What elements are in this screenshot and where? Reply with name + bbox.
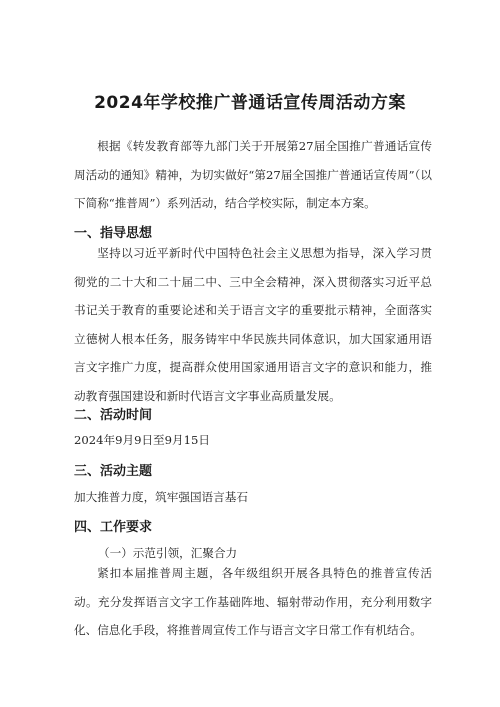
subsection-heading-demonstration: （一）示范引领，汇聚合力 — [98, 546, 238, 560]
section-heading-work-requirements: 四、工作要求 — [74, 520, 153, 535]
document-title: 2024年学校推广普通话宣传周活动方案 — [94, 93, 406, 113]
guiding-ideology-paragraph: 坚持以习近平新时代中国特色社会主义思想为指导，深入学习贯彻党的二十大和二十届二中、三中全会精神，深入贯彻落实习近平总书记关于教育的重要论述和关于语言文字的重要批示精神，全面落实立德树人根本任务，服务铸牢中华民族共同体意识，加大国家通用语言文字推广力度，提高群众使用国家通用语言文字的意识和能力，推动教育强国建设和新时代语言文字事业高质量发展。 — [74, 246, 432, 403]
activity-theme-text: 加大推普力度，筑牢强国语言基石 — [74, 490, 248, 504]
section-heading-guiding-ideology: 一、指导思想 — [74, 226, 153, 241]
activity-time-text: 2024年9月9日至9月15日 — [74, 433, 210, 447]
work-requirements-paragraph: 紧扣本届推普周主题，各年级组织开展各具特色的推普宣传活动。充分发挥语言文字工作基础阵地、辐射带动作用，充分利用数字化、信息化手段，将推普周宣传工作与语言文字日常工作有机结合。 — [74, 566, 432, 637]
intro-paragraph: 根据《转发教育部等九部门关于开展第27届全国推广普通话宣传周活动的通知》精神，为切实做好“第27届全国推广普通话宣传周”（以下简称“推普周”）系列活动，结合学校实际，制定本方案。 — [74, 139, 432, 210]
section-heading-activity-time: 二、活动时间 — [74, 408, 153, 423]
section-heading-activity-theme: 三、活动主题 — [74, 464, 153, 479]
